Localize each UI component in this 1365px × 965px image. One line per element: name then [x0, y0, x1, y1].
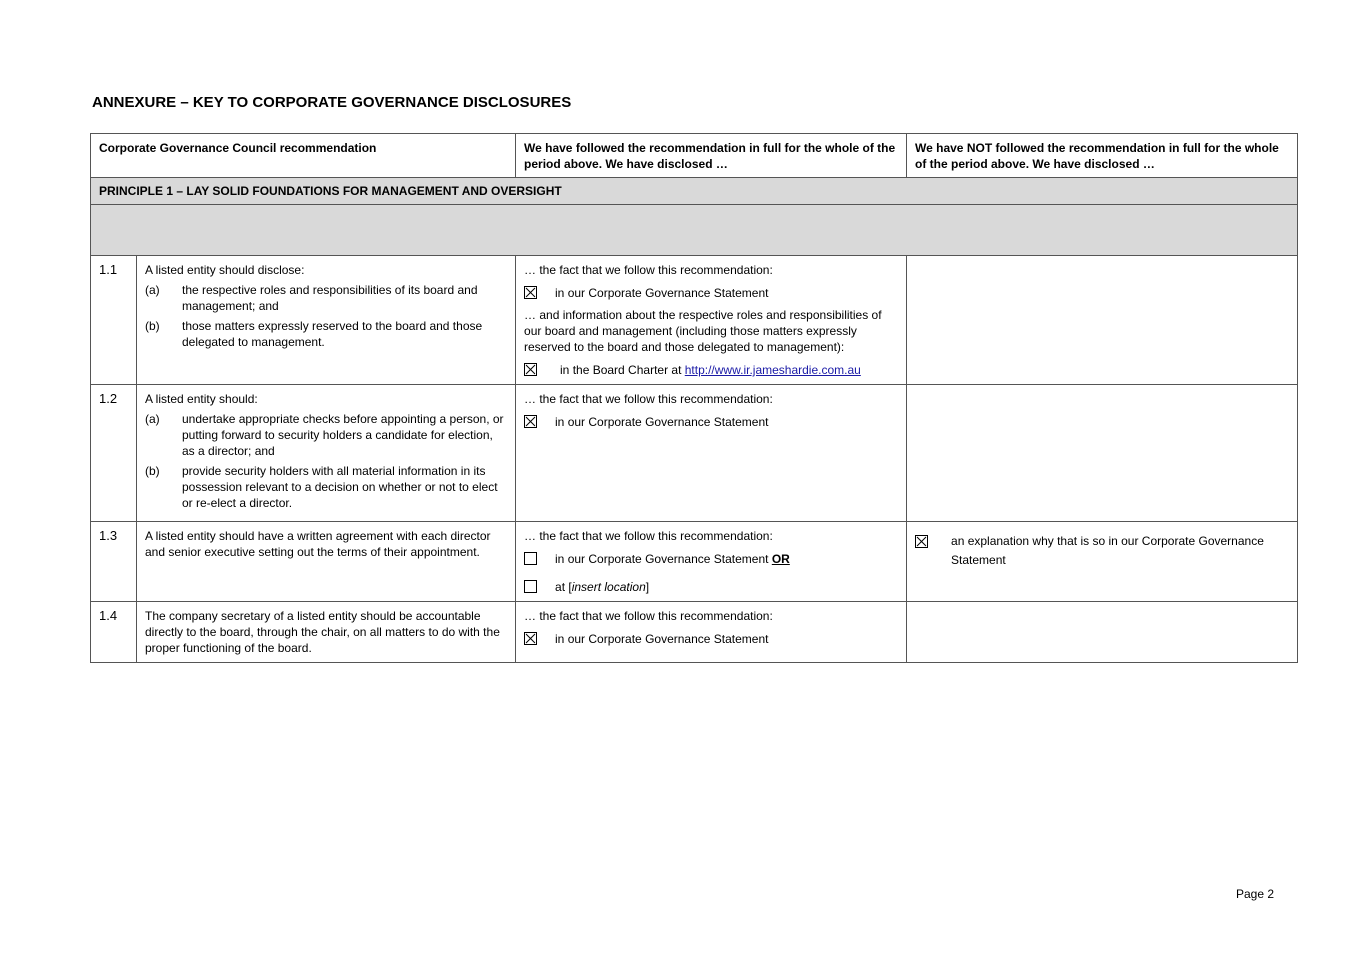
- recommendation-intro: A listed entity should disclose:: [145, 263, 305, 277]
- recommendation-cell: [137, 522, 516, 602]
- followed-intro: … the fact that we follow this recommendation:: [524, 263, 773, 277]
- board-charter-link[interactable]: http://www.ir.jameshardie.com.au: [684, 363, 861, 377]
- checked-box-icon[interactable]: [524, 632, 537, 645]
- unchecked-box-icon[interactable]: [524, 552, 537, 565]
- followed-intro: … the fact that we follow this recommendation:: [524, 609, 773, 623]
- board-charter-prefix: in the Board Charter at: [560, 363, 685, 377]
- list-item-label: (a): [145, 412, 160, 426]
- location-prefix: at [: [555, 580, 572, 594]
- header-followed: We have followed the recommendation in full for the whole of the period above. We have disclosed …: [516, 134, 907, 178]
- list-item: [145, 463, 507, 511]
- location-placeholder: insert location: [571, 580, 646, 594]
- list-item-text: undertake appropriate checks before appointing a person, or putting forward to security holders a candidate for election, as a director; and: [182, 412, 504, 458]
- followed-cell: [516, 385, 907, 522]
- page-number: Page 2: [1236, 887, 1275, 901]
- table-row: [91, 385, 1298, 522]
- checked-box-icon[interactable]: [524, 363, 537, 376]
- table-row: [91, 256, 1298, 385]
- row-number: 1.1: [91, 256, 137, 385]
- checkbox-label: [555, 551, 790, 567]
- unchecked-box-icon[interactable]: [524, 580, 537, 593]
- recommendation-intro: A listed entity should:: [145, 392, 258, 406]
- table-row: [91, 522, 1298, 602]
- followed-intro: … the fact that we follow this recommendation:: [524, 529, 773, 543]
- not-followed-cell: [907, 385, 1298, 522]
- header-not-followed: We have NOT followed the recommendation in full for the whole of the period above. We have disclosed …: [907, 134, 1298, 178]
- followed-cell: [516, 256, 907, 385]
- recommendation-text: A listed entity should have a written agreement with each director and senior executive setting out the terms of their appointment.: [145, 529, 491, 559]
- location-suffix: ]: [645, 580, 650, 594]
- list-item: [145, 411, 507, 459]
- checkbox-label: in our Corporate Governance Statement: [555, 632, 769, 646]
- recommendation-cell: [137, 256, 516, 385]
- principle-spacer: [91, 205, 1298, 256]
- header-recommendation: Corporate Governance Council recommendation: [91, 134, 516, 178]
- checked-box-icon[interactable]: [524, 286, 537, 299]
- document-title: ANNEXURE – KEY TO CORPORATE GOVERNANCE DISCLOSURES: [92, 94, 572, 111]
- list-item-label: (a): [145, 283, 160, 297]
- list-item-label: (b): [145, 464, 160, 478]
- list-item-text: those matters expressly reserved to the board and those delegated to management.: [182, 319, 483, 349]
- followed-paragraph: … and information about the respective roles and responsibilities of our board and management (including those matters expressly reserved to the board and those delegated to management):: [524, 308, 882, 354]
- followed-cell: [516, 602, 907, 663]
- principle-heading: PRINCIPLE 1 – LAY SOLID FOUNDATIONS FOR MANAGEMENT AND OVERSIGHT: [91, 178, 1298, 205]
- recommendation-cell: [137, 385, 516, 522]
- list-item-text: the respective roles and responsibilities of its board and management; and: [182, 283, 478, 313]
- recommendation-text: The company secretary of a listed entity should be accountable directly to the board, through the chair, on all matters to do with the proper functioning of the board.: [145, 609, 500, 655]
- checkbox-label: [555, 579, 649, 595]
- followed-cell: [516, 522, 907, 602]
- row-number: 1.3: [91, 522, 137, 602]
- not-followed-cell: [907, 602, 1298, 663]
- list-item: [145, 318, 507, 350]
- checked-box-icon[interactable]: [915, 535, 928, 548]
- checkbox-label: [560, 362, 861, 378]
- governance-table: [90, 133, 1298, 663]
- principle-row: [91, 178, 1298, 205]
- row-number: 1.4: [91, 602, 137, 663]
- checkbox-label-text: in our Corporate Governance Statement: [555, 552, 772, 566]
- list-item-text: provide security holders with all material information in its possession relevant to a decision on whether or not to elect or re-elect a director.: [182, 464, 498, 510]
- recommendation-cell: [137, 602, 516, 663]
- list-item: [145, 282, 507, 314]
- table-header-row: [91, 134, 1298, 178]
- list-item-label: (b): [145, 319, 160, 333]
- checked-box-icon[interactable]: [524, 415, 537, 428]
- or-emphasis: OR: [771, 552, 790, 566]
- not-followed-cell: [907, 256, 1298, 385]
- not-followed-cell: [907, 522, 1298, 602]
- followed-intro: … the fact that we follow this recommendation:: [524, 392, 773, 406]
- checkbox-label: in our Corporate Governance Statement: [555, 286, 769, 300]
- principle-spacer-row: [91, 205, 1298, 256]
- checkbox-label: in our Corporate Governance Statement: [555, 415, 769, 429]
- row-number: 1.2: [91, 385, 137, 522]
- table-row: [91, 602, 1298, 663]
- checkbox-label: an explanation why that is so in our Corporate Governance Statement: [951, 534, 1264, 567]
